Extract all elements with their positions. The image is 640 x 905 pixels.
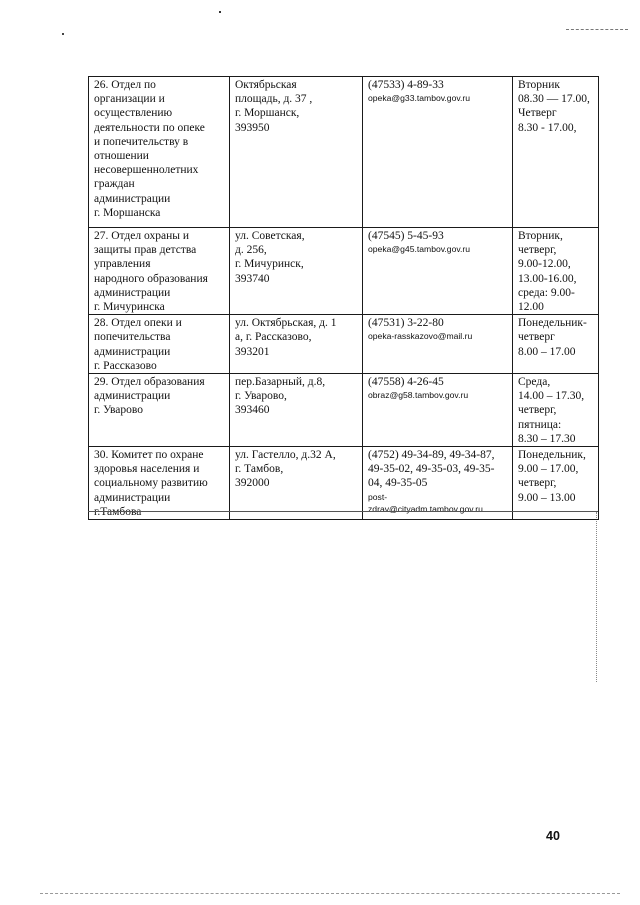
org-cell: 30. Комитет по охране здоровья населения и социальному развитию администрации г.Тамбова — [89, 447, 230, 520]
phone-text: (47531) 3-22-80 — [368, 317, 444, 330]
guardianship-contacts-table — [88, 76, 599, 520]
org-cell: 28. Отдел опеки и попечительства администрации г. Рассказово — [89, 315, 230, 374]
scan-speck — [219, 11, 221, 13]
email-text: opeka@g45.tambov.gov.ru — [368, 244, 471, 255]
hours-cell: Среда, 14.00 – 17.30, четверг, пятница: 8.30 – 17.30 — [513, 374, 599, 447]
hours-cell: Вторник 08.30 — 17.00, Четверг 8.30 - 17.00, — [513, 77, 599, 228]
page-number: 40 — [546, 829, 560, 843]
hours-cell: Вторник, четверг, 9.00-12.00, 13.00-16.00, среда: 9.00- 12.00 — [513, 228, 599, 315]
address-cell: ул. Октябрьская, д. 1 а, г. Рассказово, 393201 — [230, 315, 363, 374]
contacts-cell — [363, 228, 513, 315]
org-cell: 26. Отдел по организации и осуществлению деятельности по опеке и попечительству в отношении несовершеннолетних граждан администрации г. Моршанска — [89, 77, 230, 228]
scan-artifact-line — [596, 512, 597, 682]
phone-text: (47558) 4-26-45 — [368, 376, 444, 389]
org-cell: 29. Отдел образования администрации г. Уварово — [89, 374, 230, 447]
email-text: opeka-rasskazovo@mail.ru — [368, 331, 473, 342]
email-text: post- zdrav@cityadm.tambov.gov.ru — [368, 491, 483, 514]
scan-artifact-line — [566, 29, 628, 30]
table-row — [89, 374, 599, 447]
table-row — [89, 315, 599, 374]
contacts-cell — [363, 77, 513, 228]
hours-cell: Понедельник- четверг 8.00 – 17.00 — [513, 315, 599, 374]
phone-text: (47545) 5-45-93 — [368, 230, 444, 242]
contacts-cell — [363, 374, 513, 447]
contacts-cell — [363, 315, 513, 374]
table-bottom-rule — [88, 511, 598, 512]
email-text: opeka@g33.tambov.gov.ru — [368, 93, 471, 104]
phone-text: (4752) 49-34-89, 49-34-87, 49-35-02, 49-35-03, 49-35- 04, 49-35-05 — [368, 449, 495, 490]
table-row — [89, 77, 599, 228]
scan-speck — [62, 33, 64, 35]
table-row — [89, 228, 599, 315]
contacts-cell — [363, 447, 513, 520]
address-cell: пер.Базарный, д.8, г. Уварово, 393460 — [230, 374, 363, 447]
address-cell: ул. Гастелло, д.32 А, г. Тамбов, 392000 — [230, 447, 363, 520]
hours-cell: Понедельник, 9.00 – 17.00, четверг, 9.00 – 13.00 — [513, 447, 599, 520]
scan-artifact-line — [40, 893, 620, 894]
phone-text: (47533) 4-89-33 — [368, 79, 444, 91]
address-cell: ул. Советская, д. 256, г. Мичуринск, 393740 — [230, 228, 363, 315]
org-cell: 27. Отдел охраны и защиты прав детства управления народного образования администрации г. Мичуринска — [89, 228, 230, 315]
email-text: obraz@g58.tambov.gov.ru — [368, 390, 469, 401]
table-row — [89, 447, 599, 520]
address-cell: Октябрьская площадь, д. 37 , г. Моршанск, 393950 — [230, 77, 363, 228]
